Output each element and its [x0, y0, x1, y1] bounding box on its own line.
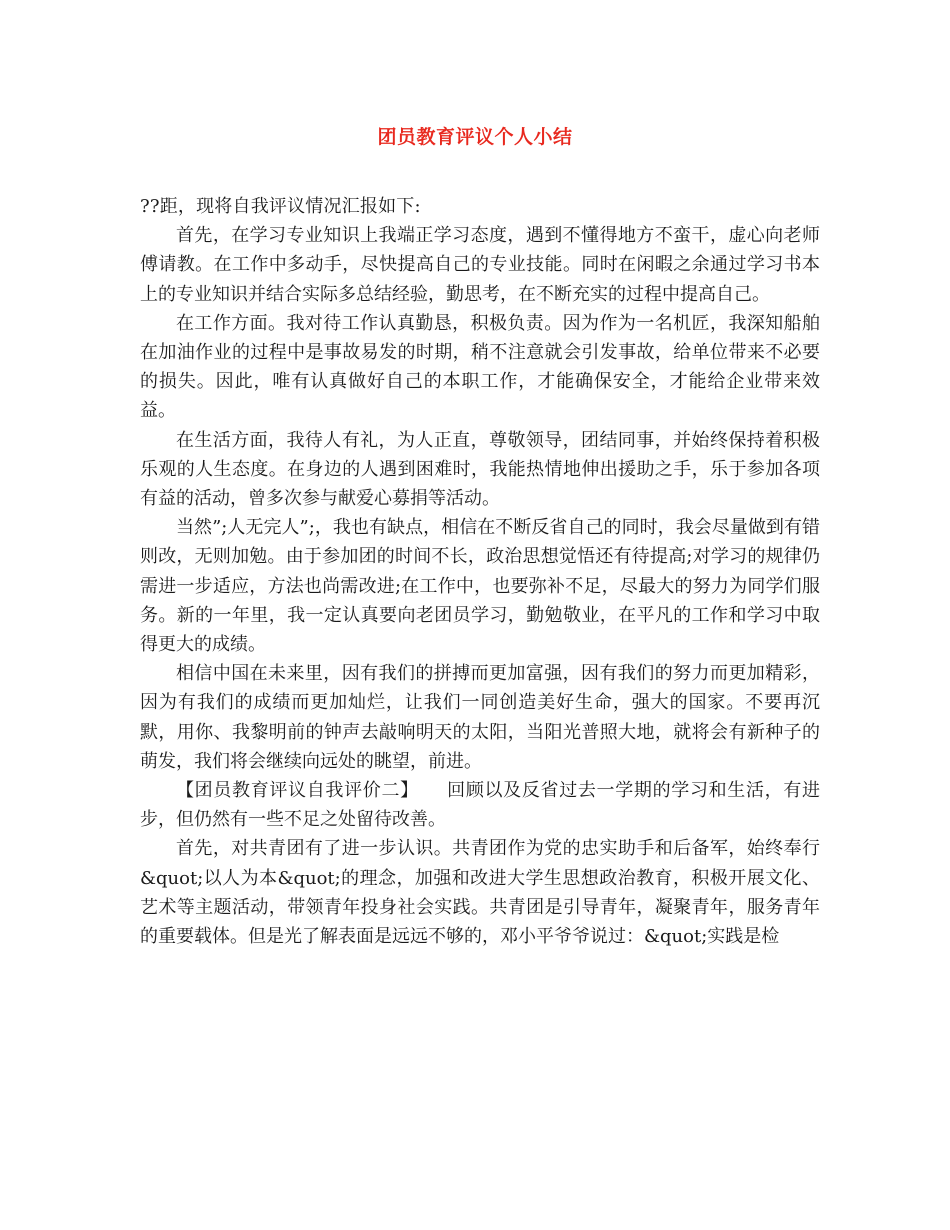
paragraph-shortcomings: 当然”;人无完人”;，我也有缺点，相信在不断反省自己的同时，我会尽量做到有错则改，无则加勉。由于参加团的时间不长，政治思想觉悟还有待提高;对学习的规律仍需进一步适应，方法也尚需改进;在工作中，也要弥补不足，尽最大的努力为同学们服务。新的一年里，我一定认真要向老团员学习，勤勉敬业，在平凡的工作和学习中取得更大的成绩。 — [140, 517, 820, 656]
paragraph-life: 在生活方面，我待人有礼，为人正直，尊敬领导，团结同事，并始终保持着积极乐观的人生态度。在身边的人遇到困难时，我能热情地伸出援助之手，乐于参加各项有益的活动，曾多次参与献爱心募捐等活动。 — [140, 429, 820, 510]
document-title: 团员教育评议个人小结 — [377, 126, 573, 148]
paragraph-intro: ??距，现将自我评议情况汇报如下: — [140, 196, 421, 217]
paragraph-study: 首先，在学习专业知识上我端正学习态度，遇到不懂得地方不蛮干，虚心向老师傅请教。在工作中多动手，尽快提高自己的专业技能。同时在闲暇之余通过学习书本上的专业知识并结合实际多总结经验，勤思考，在不断充实的过程中提高自己。 — [140, 225, 820, 305]
paragraph-youth-league: 首先，对共青团有了进一步认识。共青团作为党的忠实助手和后备军，始终奉行&quot;以人为本&quot;的理念，加强和改进大学生思想政治教育，积极开展文化、艺术等主题活动，带领青年投身社会实践。共青团是引导青年，凝聚青年，服务青年的重要载体。但是光了解表面是远远不够的，邓小平爷爷说过：&quot;实践是检 — [140, 838, 820, 948]
paragraph-section-two-heading: 【团员教育评议自我评价二】 回顾以及反省过去一学期的学习和生活，有进步，但仍然有一些不足之处留待改善。 — [140, 780, 820, 831]
paragraph-work: 在工作方面。我对待工作认真勤恳，积极负责。因为作为一名机匠，我深知船舶在加油作业的过程中是事故易发的时期，稍不注意就会引发事故，给单位带来不必要的损失。因此，唯有认真做好自己的本职工作，才能确保安全，才能给企业带来效益。 — [140, 312, 820, 422]
paragraph-future: 相信中国在未来里，因有我们的拼搏而更加富强，因有我们的努力而更加精彩，因为有我们的成绩而更加灿烂，让我们一同创造美好生命，强大的国家。不要再沉默，用你、我黎明前的钟声去敲响明天的太阳，当阳光普照大地，就将会有新种子的萌发，我们将会继续向远处的眺望，前进。 — [140, 663, 820, 772]
document-body — [140, 192, 820, 951]
